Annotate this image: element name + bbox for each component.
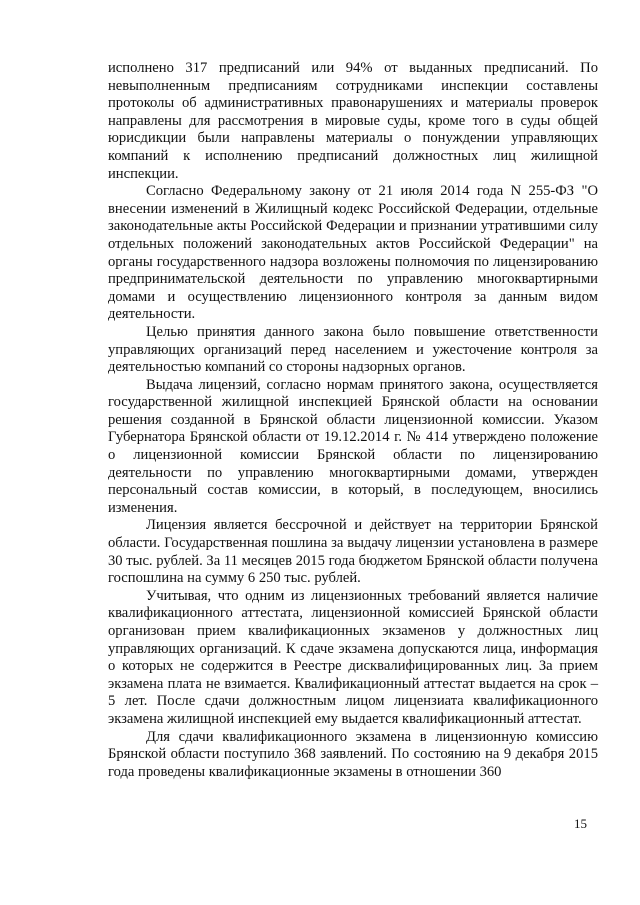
page-number: 15 [574,816,587,831]
paragraph-2: Согласно Федеральному закону от 21 июля 2014 года N 255-ФЗ "О внесении изменений в Жилищный кодекс Российской Федерации, отдельные законодательные акты Российской Федерации и признании утратившими силу отдельных положений законодательных актов Российской Федерации" на органы государственного надзора возложены полномочия по лицензированию предпринимательской деятельности по управлению многоквартирными домами и осуществлению лицензионного контроля за данным видом деятельности. [108,183,598,323]
paragraph-7: Для сдачи квалификационного экзамена в лицензионную комиссию Брянской области поступило 368 заявлений. По состоянию на 9 декабря 2015 года проведены квалификационные экзамены в отношении 360 [108,728,598,780]
paragraph-1: исполнено 317 предписаний или 94% от выданных предписаний. По невыполненным предписаниям сотрудниками инспекции составлены протоколы об административных правонарушениях и материалы проверок направлены для рассмотрения в мировые суды, кроме того в суды общей юрисдикции были направлены материалы о понуждении управляющих компаний к исполнению предписаний должностных лиц жилищной инспекции. [108,60,598,182]
paragraph-3: Целью принятия данного закона было повышение ответственности управляющих организаций перед населением и ужесточение контроля за деятельностью компаний со стороны надзорных органов. [108,323,598,376]
paragraph-6: Учитывая, что одним из лицензионных требований является наличие квалификационного аттестата, лицензионной комиссией Брянской области организован прием квалификационных экзаменов у должностных лиц управляющих организаций. К сдаче экзамена допускаются лица, информация о которых не содержится в Реестре дисквалифицированных лиц. За прием экзамена плата не взимается. Квалификационный аттестат выдается на срок – 5 лет. После сдачи должностным лицом лицензиата квалификационного экзамена жилищной инспекцией ему выдается квалификационный аттестат. [108,587,598,727]
document-page [108,60,598,781]
paragraph-5: Лицензия является бессрочной и действует на территории Брянской области. Государственная пошлина за выдачу лицензии установлена в размере 30 тыс. рублей. За 11 месяцев 2015 года бюджетом Брянской области получена госпошлина на сумму 6 250 тыс. рублей. [108,517,598,587]
paragraph-4: Выдача лицензий, согласно нормам принятого закона, осуществляется государственной жилищной инспекцией Брянской области на основании решения созданной в Брянской области лицензионной комиссии. Указом Губернатора Брянской области от 19.12.2014 г. № 414 утверждено положение о лицензионной комиссии Брянской области по лицензированию деятельности по управлению многоквартирными домами, утвержден персональный состав комиссии, в который, в последующем, вносились изменения. [108,376,598,516]
